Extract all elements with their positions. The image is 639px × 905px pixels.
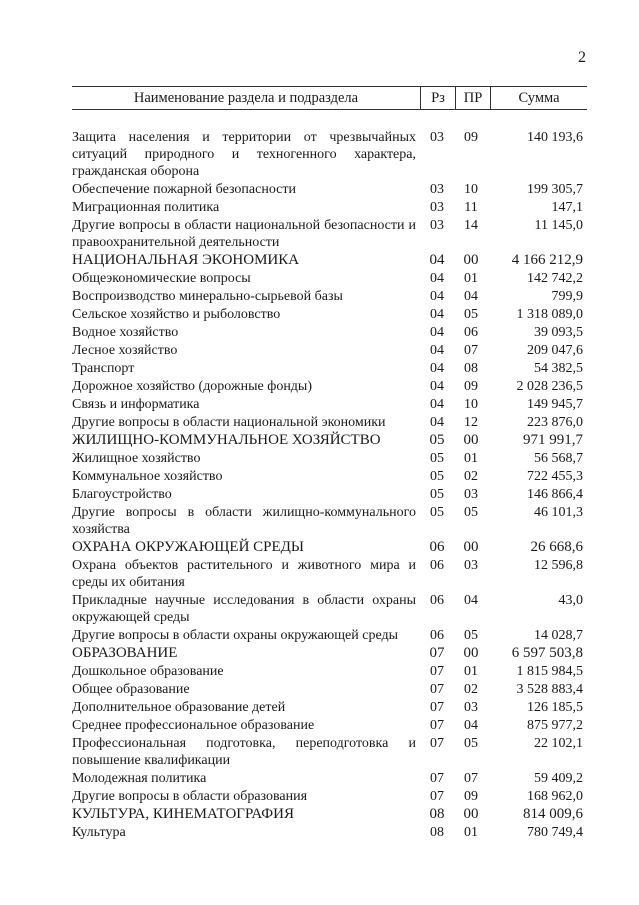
- row-name: НАЦИОНАЛЬНАЯ ЭКОНОМИКА: [72, 252, 300, 268]
- table-row: [72, 486, 587, 503]
- row-pr: 03: [464, 558, 478, 573]
- row-pr: 05: [464, 736, 478, 751]
- row-pr: 00: [463, 645, 479, 661]
- row-pr: 09: [464, 130, 478, 145]
- row-name: ОБРАЗОВАНИЕ: [72, 645, 178, 661]
- row-pr: 02: [464, 469, 478, 484]
- row-name: Дополнительное образование детей: [72, 700, 286, 715]
- row-sum: 4 166 212,9: [511, 252, 583, 268]
- row-pr: 05: [464, 307, 478, 322]
- row-rz: 04: [430, 271, 444, 286]
- table-row: [72, 396, 587, 413]
- row-sum: 54 382,5: [534, 361, 583, 376]
- table-row: [72, 592, 587, 626]
- table-row: [72, 378, 587, 395]
- table-row: [72, 414, 587, 431]
- row-sum: 780 749,4: [527, 825, 583, 840]
- row-pr: 00: [463, 252, 479, 268]
- row-name: Другие вопросы в области национальной безопасности и правоохранительной деятельности: [72, 218, 416, 250]
- table-row: [72, 681, 587, 698]
- row-name: Общеэкономические вопросы: [72, 271, 251, 286]
- row-rz: 04: [430, 379, 444, 394]
- row-pr: 01: [464, 664, 478, 679]
- row-pr: 04: [464, 289, 478, 304]
- row-sum: 46 101,3: [534, 505, 583, 520]
- table-header: [72, 86, 587, 110]
- row-sum: 39 093,5: [534, 325, 583, 340]
- section-row: [72, 432, 587, 449]
- row-sum: 722 455,3: [527, 469, 583, 484]
- row-rz: 05: [430, 469, 444, 484]
- row-name: Другие вопросы в области жилищно-коммунального хозяйства: [72, 505, 416, 537]
- row-rz: 04: [429, 252, 445, 268]
- table-row: [72, 324, 587, 341]
- table-row: [72, 217, 587, 251]
- row-pr: 05: [464, 505, 478, 520]
- row-rz: 05: [430, 451, 444, 466]
- row-sum: 3 528 883,4: [516, 682, 583, 697]
- row-rz: 03: [430, 182, 444, 197]
- row-name: ЖИЛИЩНО-КОММУНАЛЬНОЕ ХОЗЯЙСТВО: [72, 432, 381, 448]
- row-pr: 06: [464, 325, 478, 340]
- header-sum: Сумма: [518, 89, 560, 106]
- row-rz: 07: [430, 771, 444, 786]
- row-pr: 01: [464, 825, 478, 840]
- row-sum: 59 409,2: [534, 771, 583, 786]
- row-sum: 126 185,5: [527, 700, 583, 715]
- section-row: [72, 539, 587, 556]
- row-sum: 43,0: [558, 593, 583, 608]
- row-rz: 04: [430, 289, 444, 304]
- row-pr: 04: [464, 593, 478, 608]
- row-pr: 07: [464, 343, 478, 358]
- row-pr: 08: [464, 361, 478, 376]
- row-name: Лесное хозяйство: [72, 343, 178, 358]
- row-rz: 07: [430, 682, 444, 697]
- table-row: [72, 288, 587, 305]
- table-row: [72, 199, 587, 216]
- section-row: [72, 806, 587, 823]
- table-row: [72, 270, 587, 287]
- row-rz: 05: [430, 487, 444, 502]
- table-row: [72, 735, 587, 769]
- row-name: Другие вопросы в области охраны окружающей среды: [72, 628, 398, 643]
- row-name: Среднее профессиональное образование: [72, 718, 315, 733]
- table-row: [72, 342, 587, 359]
- row-rz: 03: [430, 130, 444, 145]
- row-pr: 02: [464, 682, 478, 697]
- row-sum: 814 009,6: [523, 806, 583, 822]
- row-rz: 04: [430, 415, 444, 430]
- budget-table: [72, 86, 587, 842]
- row-name: ОХРАНА ОКРУЖАЮЩЕЙ СРЕДЫ: [72, 539, 304, 555]
- table-row: [72, 181, 587, 198]
- row-name: Общее образование: [72, 682, 190, 697]
- section-row: [72, 645, 587, 662]
- table-body: [72, 110, 587, 841]
- table-row: [72, 627, 587, 644]
- row-name: Водное хозяйство: [72, 325, 179, 340]
- row-sum: 12 596,8: [534, 558, 583, 573]
- row-pr: 12: [464, 415, 478, 430]
- header-name: Наименование раздела и подраздела: [72, 87, 421, 109]
- row-pr: 04: [464, 718, 478, 733]
- row-rz: 05: [430, 505, 444, 520]
- row-rz: 06: [430, 558, 444, 573]
- row-sum: 168 962,0: [527, 789, 583, 804]
- row-rz: 05: [429, 432, 445, 448]
- table-row: [72, 717, 587, 734]
- header-rz: Рз: [421, 87, 456, 109]
- row-sum: 971 991,7: [523, 432, 583, 448]
- row-sum: 223 876,0: [527, 415, 583, 430]
- row-name: Прикладные научные исследования в области охраны окружающей среды: [72, 593, 416, 625]
- row-sum: 1 815 984,5: [516, 664, 583, 679]
- row-pr: 09: [464, 789, 478, 804]
- row-name: Дошкольное образование: [72, 664, 224, 679]
- row-rz: 07: [430, 718, 444, 733]
- row-pr: 00: [463, 806, 479, 822]
- row-sum: 56 568,7: [534, 451, 583, 466]
- row-name: Благоустройство: [72, 487, 172, 502]
- row-sum: 142 742,2: [527, 271, 583, 286]
- row-pr: 03: [464, 487, 478, 502]
- row-sum: 147,1: [551, 200, 583, 215]
- row-rz: 08: [430, 825, 444, 840]
- row-pr: 00: [463, 432, 479, 448]
- row-name: Коммунальное хозяйство: [72, 469, 223, 484]
- row-pr: 14: [464, 218, 478, 233]
- row-sum: 26 668,6: [530, 539, 583, 555]
- page-number: 2: [578, 49, 586, 66]
- row-name: Профессиональная подготовка, переподготовка и повышение квалификации: [72, 736, 416, 768]
- row-rz: 07: [429, 645, 445, 661]
- row-rz: 04: [430, 361, 444, 376]
- row-name: Миграционная политика: [72, 200, 220, 215]
- row-name: Дорожное хозяйство (дорожные фонды): [72, 379, 313, 394]
- table-row: [72, 788, 587, 805]
- row-pr: 01: [464, 271, 478, 286]
- row-name: КУЛЬТУРА, КИНЕМАТОГРАФИЯ: [72, 806, 294, 822]
- row-sum: 199 305,7: [527, 182, 583, 197]
- row-rz: 03: [430, 200, 444, 215]
- row-rz: 04: [430, 343, 444, 358]
- row-name: Сельское хозяйство и рыболовство: [72, 307, 281, 322]
- table-row: [72, 699, 587, 716]
- row-rz: 04: [430, 307, 444, 322]
- row-name: Транспорт: [72, 361, 135, 376]
- table-row: [72, 468, 587, 485]
- row-rz: 07: [430, 700, 444, 715]
- table-row: [72, 770, 587, 787]
- row-sum: 11 145,0: [534, 218, 583, 233]
- row-name: Другие вопросы в области национальной экономики: [72, 415, 386, 430]
- table-row: [72, 557, 587, 591]
- row-pr: 00: [463, 539, 479, 555]
- row-rz: 04: [430, 325, 444, 340]
- row-rz: 06: [430, 593, 444, 608]
- section-row: [72, 252, 587, 269]
- row-pr: 09: [464, 379, 478, 394]
- row-sum: 2 028 236,5: [516, 379, 583, 394]
- row-name: Связь и информатика: [72, 397, 200, 412]
- row-sum: 6 597 503,8: [511, 645, 583, 661]
- row-pr: 03: [464, 700, 478, 715]
- row-name: Воспроизводство минерально-сырьевой базы: [72, 289, 343, 304]
- row-name: Жилищное хозяйство: [72, 451, 201, 466]
- row-rz: 06: [430, 628, 444, 643]
- row-rz: 07: [430, 664, 444, 679]
- row-name: Культура: [72, 825, 126, 840]
- row-sum: 146 866,4: [527, 487, 583, 502]
- table-row: [72, 306, 587, 323]
- row-pr: 10: [464, 397, 478, 412]
- row-name: Другие вопросы в области образования: [72, 789, 308, 804]
- row-sum: 875 977,2: [527, 718, 583, 733]
- row-sum: 14 028,7: [534, 628, 583, 643]
- row-pr: 01: [464, 451, 478, 466]
- row-name: Защита населения и территории от чрезвычайных ситуаций природного и техногенного характера, гражданская оборона: [72, 130, 416, 179]
- row-pr: 10: [464, 182, 478, 197]
- row-sum: 209 047,6: [527, 343, 583, 358]
- row-pr: 11: [464, 200, 478, 215]
- row-rz: 06: [429, 539, 445, 555]
- table-row: [72, 450, 587, 467]
- row-sum: 140 193,6: [527, 130, 583, 145]
- table-row: [72, 129, 587, 180]
- row-rz: 07: [430, 736, 444, 751]
- row-rz: 08: [429, 806, 445, 822]
- row-sum: 149 945,7: [527, 397, 583, 412]
- table-row: [72, 824, 587, 841]
- row-pr: 07: [464, 771, 478, 786]
- row-sum: 1 318 089,0: [516, 307, 583, 322]
- row-rz: 03: [430, 218, 444, 233]
- row-pr: 05: [464, 628, 478, 643]
- row-name: Молодежная политика: [72, 771, 207, 786]
- row-sum: 799,9: [551, 289, 583, 304]
- row-sum: 22 102,1: [534, 736, 583, 751]
- table-row: [72, 504, 587, 538]
- table-row: [72, 663, 587, 680]
- table-row: [72, 360, 587, 377]
- header-pr: ПР: [456, 87, 491, 109]
- row-name: Обеспечение пожарной безопасности: [72, 182, 297, 197]
- row-rz: 07: [430, 789, 444, 804]
- row-rz: 04: [430, 397, 444, 412]
- row-name: Охрана объектов растительного и животного мира и среды их обитания: [72, 558, 416, 590]
